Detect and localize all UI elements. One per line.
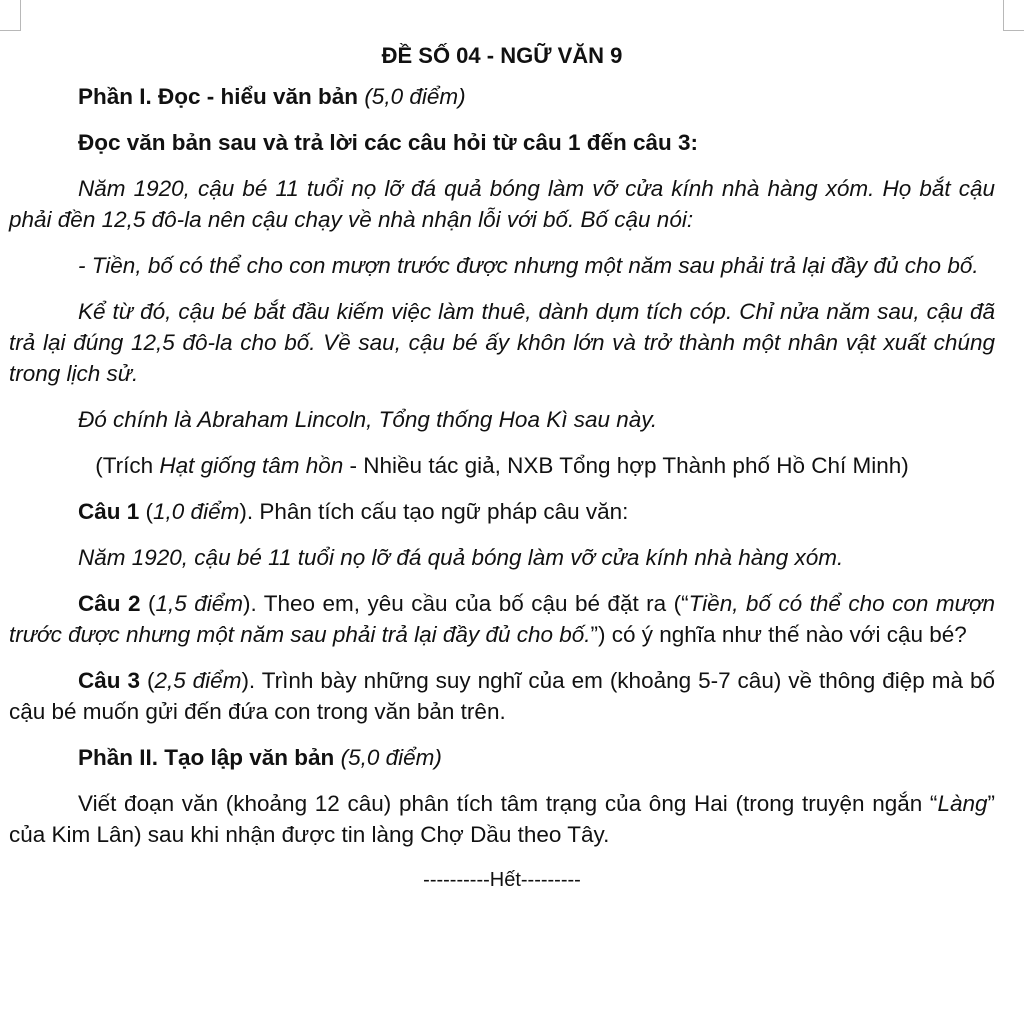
page-corner-mark-left bbox=[0, 0, 21, 31]
part2-story-title: Làng bbox=[937, 791, 988, 816]
part2-text-after: ” của Kim Lân) sau khi nhận được tin làng Chợ Dầu theo Tây. bbox=[9, 791, 995, 847]
question-3-label: Câu 3 bbox=[78, 668, 140, 693]
question-1-points: 1,0 điểm bbox=[153, 499, 240, 524]
part2-points: (5,0 điểm) bbox=[340, 745, 442, 770]
question-3-text: ). Trình bày những suy nghĩ của em (khoảng 5-7 câu) về thông điệp mà bố cậu bé muốn gửi đến đứa con trong văn bản trên. bbox=[9, 668, 995, 724]
question-1: Câu 1 (1,0 điểm). Phân tích cấu tạo ngữ pháp câu văn: bbox=[78, 499, 629, 524]
exam-title: ĐỀ SỐ 04 - NGỮ VĂN 9 bbox=[381, 43, 623, 68]
question-3: Câu 3 (2,5 điểm). Trình bày những suy nghĩ của em (khoảng 5-7 câu) về thông điệp mà bố cậu bé muốn gửi đến đứa con trong văn bản trên. bbox=[9, 668, 995, 724]
part2-text-before: Viết đoạn văn (khoảng 12 câu) phân tích tâm trạng của ông Hai (trong truyện ngắn “ bbox=[78, 791, 938, 816]
part1-instruction: Đọc văn bản sau và trả lời các câu hỏi từ câu 1 đến câu 3: bbox=[78, 130, 699, 155]
document-page bbox=[9, 38, 995, 896]
passage-paragraph-2: - Tiền, bố có thể cho con mượn trước được nhưng một năm sau phải trả lại đầy đủ cho bố. bbox=[78, 253, 979, 278]
part2-heading-label: Phần II. Tạo lập văn bản bbox=[78, 745, 335, 770]
part1-points: (5,0 điểm) bbox=[364, 84, 466, 109]
question-1-text: ). Phân tích cấu tạo ngữ pháp câu văn: bbox=[239, 499, 629, 524]
passage-paragraph-3: Kể từ đó, cậu bé bắt đầu kiếm việc làm thuê, dành dụm tích cóp. Chỉ nửa năm sau, cậu đã trả lại đúng 12,5 đô-la cho bố. Về sau, cậu bé ấy khôn lớn và trở thành một nhân vật xuất chúng trong lịch sử. bbox=[9, 299, 995, 386]
question-2-points: 1,5 điểm bbox=[155, 591, 243, 616]
page-corner-mark-right bbox=[1003, 0, 1024, 31]
end-mark: ----------Hết--------- bbox=[423, 869, 581, 891]
part1-heading bbox=[9, 81, 995, 112]
passage-paragraph-4: Đó chính là Abraham Lincoln, Tổng thống Hoa Kì sau này. bbox=[78, 407, 658, 432]
source-suffix: - Nhiều tác giả, NXB Tổng hợp Thành phố Hồ Chí Minh) bbox=[343, 453, 909, 478]
part2-prompt bbox=[9, 788, 995, 850]
passage-paragraph-1: Năm 1920, cậu bé 11 tuổi nọ lỡ đá quả bóng làm vỡ cửa kính nhà hàng xóm. Họ bắt cậu phải đền 12,5 đô-la nên cậu chạy về nhà nhận lỗi với bố. Bố cậu nói: bbox=[9, 176, 995, 232]
question-2-quote: Tiền, bố có thể cho con mượn trước được nhưng một năm sau phải trả lại đầy đủ cho bố. bbox=[9, 591, 995, 647]
question-1-label: Câu 1 bbox=[78, 499, 140, 524]
part1-heading-label: Phần I. Đọc - hiểu văn bản bbox=[78, 84, 359, 109]
question-2: Câu 2 (1,5 điểm). Theo em, yêu cầu của bố cậu bé đặt ra (“Tiền, bố có thể cho con mượn trước được nhưng một năm sau phải trả lại đầy đủ cho bố.”) có ý nghĩa như thế nào với cậu bé? bbox=[9, 591, 995, 647]
question-3-points: 2,5 điểm bbox=[154, 668, 242, 693]
question-2-text-before: ). Theo em, yêu cầu của bố cậu bé đặt ra (“ bbox=[242, 591, 689, 616]
part2-heading bbox=[9, 742, 995, 773]
question-2-text-after: ”) có ý nghĩa như thế nào với cậu bé? bbox=[590, 622, 967, 647]
source-book-title: Hạt giống tâm hồn bbox=[159, 453, 344, 478]
source-prefix: (Trích bbox=[95, 453, 160, 478]
question-2-label: Câu 2 bbox=[78, 591, 141, 616]
source-citation bbox=[9, 450, 995, 481]
question-1-quote: Năm 1920, cậu bé 11 tuổi nọ lỡ đá quả bóng làm vỡ cửa kính nhà hàng xóm. bbox=[78, 545, 844, 570]
